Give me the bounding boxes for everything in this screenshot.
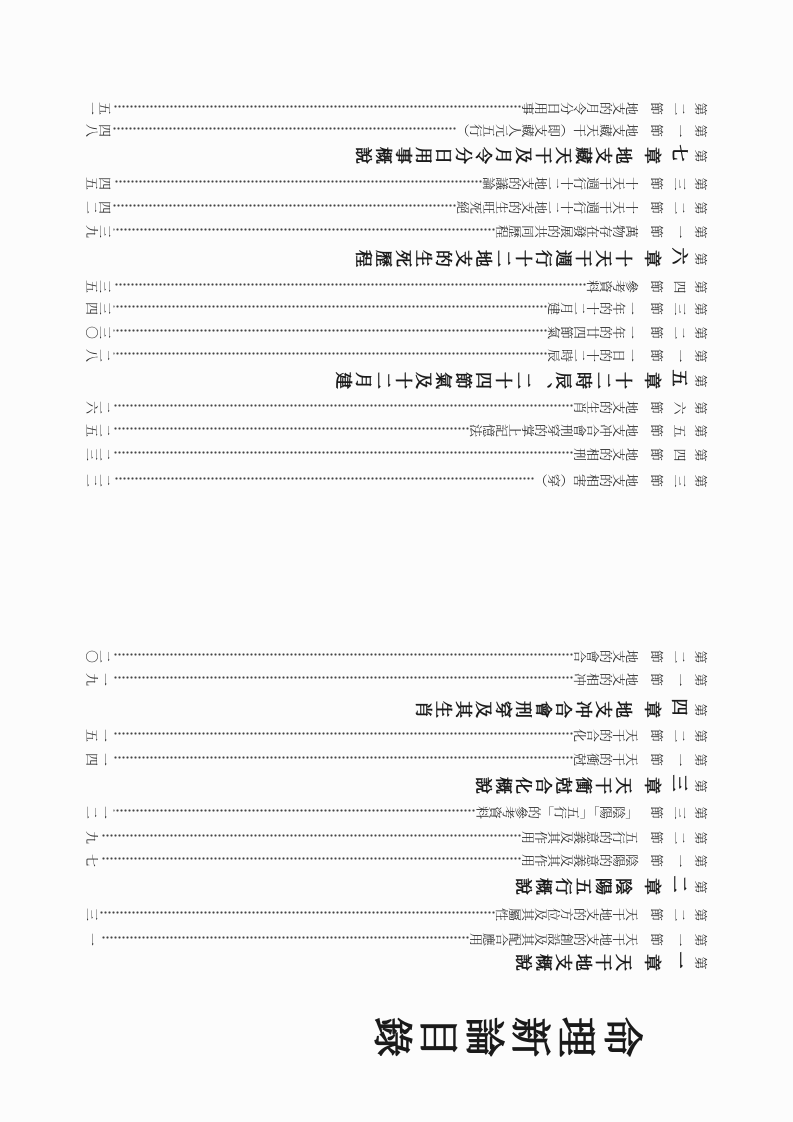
- dot-leader: [113, 418, 469, 438]
- page-number: 三五: [85, 276, 111, 292]
- section-entry[interactable]: [85, 825, 707, 845]
- section-title: 陰陽的意義及其作用: [521, 850, 638, 866]
- section-entry[interactable]: [85, 195, 707, 215]
- page-number: 一五: [85, 725, 111, 741]
- page-number: 四五: [85, 173, 111, 189]
- section-prefix: 第: [694, 346, 707, 361]
- chapter-heading: [85, 244, 707, 268]
- section-entry[interactable]: [85, 927, 707, 947]
- chapter-suffix: 章: [644, 367, 661, 388]
- page-number: 三四: [85, 298, 111, 314]
- chapter-heading: [85, 771, 707, 795]
- chapter-title: 陰陽五行概說: [512, 873, 632, 894]
- section-title: 天干地支的方位及其屬性: [495, 904, 638, 920]
- section-entry[interactable]: [85, 468, 707, 488]
- chapter-prefix: 第: [694, 877, 707, 892]
- section-entry[interactable]: [85, 118, 707, 138]
- section-suffix: 節: [650, 197, 663, 213]
- section-title: 地支藏天干（即支藏人元五行）: [456, 120, 638, 136]
- section-title: 地支的月令分日用事: [521, 98, 638, 114]
- section-prefix: 第: [694, 828, 707, 843]
- chapter-heading: [85, 948, 707, 972]
- chapter-number: 一: [671, 947, 688, 967]
- page-number: 三: [85, 904, 98, 920]
- title-char: 命: [597, 1010, 643, 1057]
- chapter-prefix: 第: [694, 249, 707, 264]
- dot-leader: [113, 219, 495, 239]
- chapter-suffix: 章: [644, 873, 661, 894]
- section-prefix: 第: [694, 750, 707, 765]
- page-number: 三〇: [85, 322, 111, 338]
- section-title: 天干的衝尅: [573, 749, 638, 765]
- section-suffix: 節: [650, 749, 663, 765]
- section-suffix: 節: [650, 850, 663, 866]
- dot-leader: [113, 171, 482, 191]
- page-number: 九: [85, 827, 98, 843]
- section-prefix: 第: [694, 299, 707, 314]
- dot-leader: [113, 468, 534, 488]
- section-number: 一: [673, 222, 686, 237]
- dot-leader: [113, 800, 476, 820]
- chapter-title: 地支冲合會刑穿及其生肖: [412, 696, 632, 717]
- section-entry[interactable]: [85, 343, 707, 363]
- page-title: [367, 1010, 643, 1062]
- dot-leader: [100, 902, 495, 922]
- section-number: 三: [673, 471, 686, 486]
- section-title: 五行的意義及其作用: [521, 827, 638, 843]
- section-entry[interactable]: [85, 320, 707, 340]
- section-number: 四: [673, 277, 686, 292]
- section-prefix: 第: [694, 323, 707, 338]
- chapter-number: 七: [671, 140, 688, 160]
- section-title: 十天干週行十二地支的議論: [482, 173, 638, 189]
- chapter-prefix: 第: [694, 146, 707, 161]
- section-number: 一: [673, 121, 686, 136]
- section-prefix: 第: [694, 803, 707, 818]
- chapter-suffix: 章: [644, 696, 661, 717]
- chapter-number: 四: [671, 694, 688, 714]
- page-number: 二八: [85, 345, 111, 361]
- page-number: 二五: [85, 420, 111, 436]
- section-entry[interactable]: [85, 296, 707, 316]
- chapter-suffix: 章: [644, 772, 661, 793]
- page-number: 一二: [85, 802, 111, 818]
- chapter-title: 十二時辰、二十四節氣及十二月建: [332, 367, 632, 388]
- section-prefix: 第: [694, 222, 707, 237]
- page-number: 一: [85, 929, 98, 945]
- dot-leader: [100, 927, 469, 947]
- section-prefix: 第: [694, 905, 707, 920]
- section-prefix: 第: [694, 647, 707, 662]
- dot-leader: [113, 320, 547, 340]
- dot-leader: [113, 274, 586, 294]
- section-suffix: 節: [650, 173, 663, 189]
- title-char: 理: [551, 1010, 597, 1057]
- dot-leader: [100, 848, 521, 868]
- section-entry[interactable]: [85, 442, 707, 462]
- section-entry[interactable]: [85, 219, 707, 239]
- section-prefix: 第: [694, 99, 707, 114]
- section-number: 一: [673, 930, 686, 945]
- section-prefix: 第: [694, 471, 707, 486]
- section-prefix: 第: [694, 851, 707, 866]
- chapter-number: 三: [671, 770, 688, 790]
- dot-leader: [113, 118, 456, 138]
- section-entry[interactable]: [85, 644, 707, 664]
- chapter-heading: [85, 872, 707, 896]
- section-number: 一: [673, 346, 686, 361]
- dot-leader: [113, 343, 547, 363]
- chapter-prefix: 第: [694, 776, 707, 791]
- chapter-title: 天干衝尅合化概說: [472, 772, 632, 793]
- section-suffix: 節: [650, 827, 663, 843]
- section-prefix: 第: [694, 398, 707, 413]
- section-prefix: 第: [694, 930, 707, 945]
- section-number: 二: [673, 323, 686, 338]
- section-entry[interactable]: [85, 848, 707, 868]
- chapter-number: 六: [671, 243, 688, 263]
- chapter-heading: [85, 141, 707, 165]
- section-number: 四: [673, 445, 686, 460]
- section-title: 一日的十二時辰: [547, 345, 638, 361]
- chapter-suffix: 章: [644, 949, 661, 970]
- page-number: 五一: [85, 98, 111, 114]
- section-suffix: 節: [650, 298, 663, 314]
- section-entry[interactable]: [85, 800, 707, 820]
- section-entry[interactable]: [85, 723, 707, 743]
- chapter-prefix: 第: [694, 371, 707, 386]
- section-title: 地支的相冲: [573, 669, 638, 685]
- dot-leader: [113, 195, 456, 215]
- section-suffix: 節: [650, 221, 663, 237]
- chapter-title: 地支藏天干及月令分日用事概說: [352, 142, 632, 163]
- section-title: 一年的廿四節氣: [547, 322, 638, 338]
- chapter-title: 天干地支概說: [512, 949, 632, 970]
- dot-leader: [113, 747, 573, 767]
- title-char: 論: [459, 1010, 505, 1057]
- section-suffix: 節: [650, 397, 663, 413]
- section-entry[interactable]: [85, 667, 707, 687]
- section-title: 地支的生肖: [573, 397, 638, 413]
- section-title: 十天干週行十二地支的生旺死絕: [456, 197, 638, 213]
- dot-leader: [113, 395, 573, 415]
- section-prefix: 第: [694, 121, 707, 136]
- page-number: 二六: [85, 397, 111, 413]
- section-number: 三: [673, 299, 686, 314]
- section-number: 一: [673, 670, 686, 685]
- dot-leader: [113, 723, 573, 743]
- section-prefix: 第: [694, 198, 707, 213]
- section-entry[interactable]: [85, 747, 707, 767]
- page-number: 三九: [85, 221, 111, 237]
- chapter-heading: [85, 366, 707, 390]
- section-title: 天干地支的創設及其配合應用: [469, 929, 638, 945]
- section-title: 萬物存在發展的共同歷程: [495, 221, 638, 237]
- dot-leader: [113, 644, 573, 664]
- dot-leader: [113, 96, 521, 116]
- section-prefix: 第: [694, 421, 707, 436]
- page-number: 一九: [85, 669, 111, 685]
- chapter-number: 二: [671, 871, 688, 891]
- section-suffix: 節: [650, 120, 663, 136]
- section-number: 二: [673, 905, 686, 920]
- section-entry[interactable]: [85, 96, 707, 116]
- chapter-title: 十天干週行十二地支的生死歷程: [352, 245, 632, 266]
- section-entry[interactable]: [85, 902, 707, 922]
- section-entry[interactable]: [85, 171, 707, 191]
- section-suffix: 節: [650, 470, 663, 486]
- section-title: 地支的相害（穿）: [534, 470, 638, 486]
- section-prefix: 第: [694, 445, 707, 460]
- page-number: 一四: [85, 749, 111, 765]
- section-suffix: 節: [650, 98, 663, 114]
- section-number: 二: [673, 647, 686, 662]
- section-title: 地支的會合: [573, 646, 638, 662]
- section-suffix: 節: [650, 904, 663, 920]
- page-number: 四二: [85, 197, 111, 213]
- section-number: 三: [673, 803, 686, 818]
- section-title: 一年的十二月建: [547, 298, 638, 314]
- section-prefix: 第: [694, 277, 707, 292]
- section-entry[interactable]: [85, 274, 707, 294]
- dot-leader: [113, 442, 573, 462]
- section-number: 六: [673, 398, 686, 413]
- dot-leader: [100, 825, 521, 845]
- section-number: 二: [673, 99, 686, 114]
- section-entry[interactable]: [85, 395, 707, 415]
- section-suffix: 節: [650, 725, 663, 741]
- section-prefix: 第: [694, 670, 707, 685]
- section-suffix: 節: [650, 802, 663, 818]
- title-char: 新: [505, 1010, 551, 1057]
- section-number: 五: [673, 421, 686, 436]
- section-number: 一: [673, 851, 686, 866]
- section-suffix: 節: [650, 646, 663, 662]
- section-suffix: 節: [650, 322, 663, 338]
- page-number: 七: [85, 850, 98, 866]
- title-char: 目: [413, 1010, 459, 1057]
- section-number: 二: [673, 828, 686, 843]
- section-title: 「陰陽」「五行」的參考資料: [475, 802, 638, 818]
- chapter-prefix: 第: [694, 700, 707, 715]
- chapter-suffix: 章: [644, 142, 661, 163]
- section-number: 二: [673, 198, 686, 213]
- section-number: 一: [673, 750, 686, 765]
- section-number: 三: [673, 174, 686, 189]
- section-title: 地支冲合會刑穿的掌上記憶法: [469, 420, 638, 436]
- page-number: 四八: [85, 120, 111, 136]
- section-title: 地支的相刑: [573, 444, 638, 460]
- section-suffix: 節: [650, 345, 663, 361]
- section-suffix: 節: [650, 444, 663, 460]
- title-char: 錄: [367, 1010, 413, 1057]
- dot-leader: [113, 667, 573, 687]
- section-title: 參考資料: [586, 276, 638, 292]
- dot-leader: [113, 296, 547, 316]
- chapter-heading: [85, 695, 707, 719]
- section-title: 天干的合化: [573, 725, 638, 741]
- section-entry[interactable]: [85, 418, 707, 438]
- page-number: 二二: [85, 470, 111, 486]
- chapter-suffix: 章: [644, 245, 661, 266]
- page-number: 二〇: [85, 646, 111, 662]
- chapter-prefix: 第: [694, 953, 707, 968]
- section-number: 二: [673, 726, 686, 741]
- chapter-number: 五: [671, 365, 688, 385]
- page-number: 二三: [85, 444, 111, 460]
- section-suffix: 節: [650, 420, 663, 436]
- section-suffix: 節: [650, 929, 663, 945]
- section-suffix: 節: [650, 276, 663, 292]
- section-prefix: 第: [694, 726, 707, 741]
- section-suffix: 節: [650, 669, 663, 685]
- section-prefix: 第: [694, 174, 707, 189]
